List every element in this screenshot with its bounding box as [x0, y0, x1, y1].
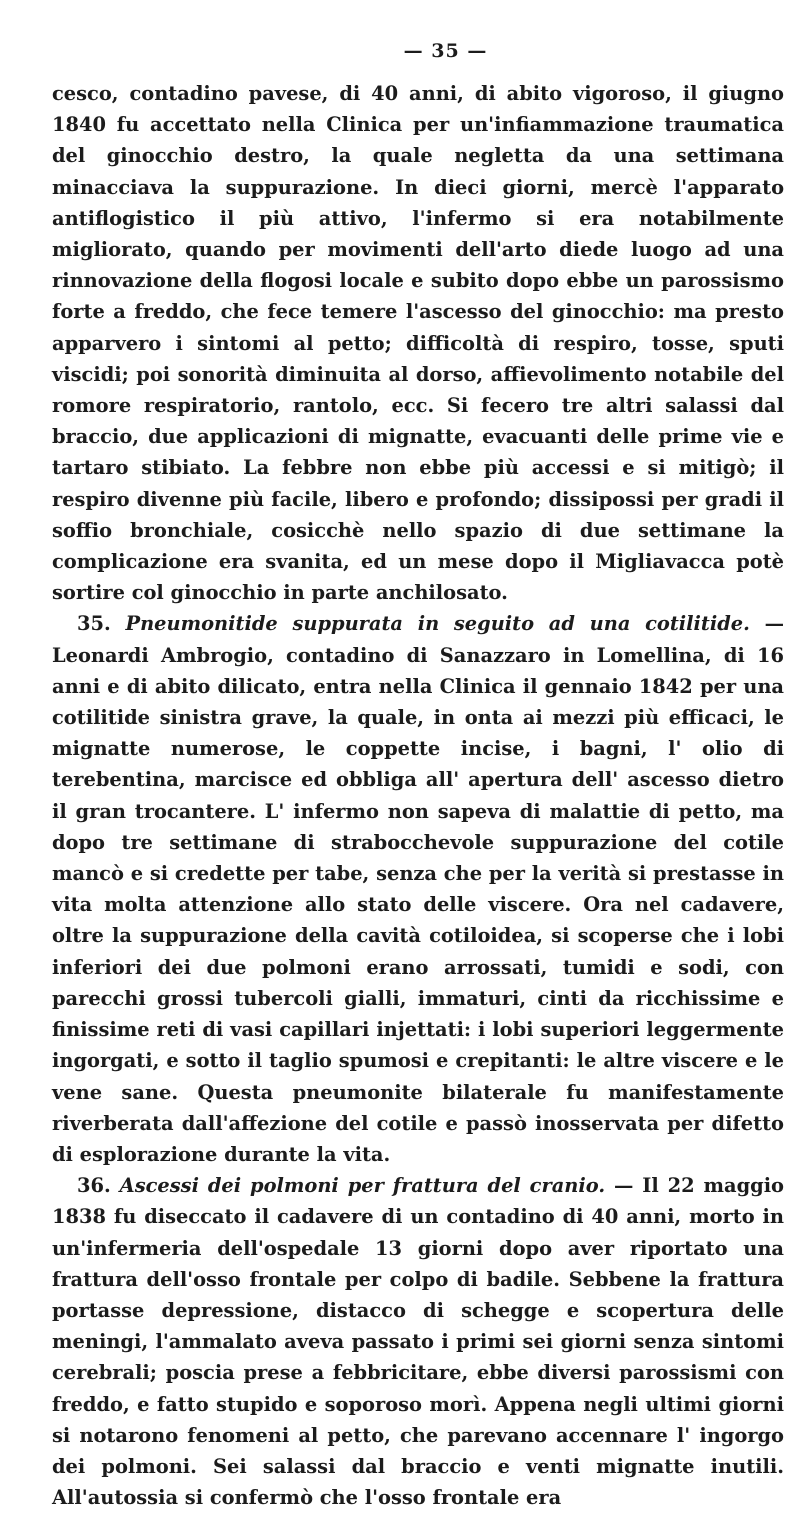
- case-number: 36.: [77, 1174, 111, 1198]
- paragraph-text: cesco, contadino pavese, di 40 anni, di abito vigoroso, il giugno 1840 fu accettato nella Clinica per un'infiammazione traumatica del ginocchio destro, la quale negletta da una settimana minacciava la suppurazione. In dieci giorni, mercè l'apparato antiflogistico il più attivo, l'infermo si era notabilmente migliorato, quando per movimenti dell'arto diede luogo ad una rinnovazione della flogosi locale e subito dopo ebbe un parossismo forte a freddo, che fece temere l'ascesso del ginocchio: ma presto apparvero i sintomi al petto; difficoltà di respiro, tosse, sputi viscidi; poi sonorità diminuita al dorso, affievolimento notabile del romore respiratorio, rantolo, ecc. Si fecero tre altri salassi dal braccio, due applicazioni di mignatte, evacuanti delle prime vie e tartaro stibiato. La febbre non ebbe più accessi e si mitigò; il respiro divenne più facile, libero e profondo; dissipossi per gradi il soffio bronchiale, cosicchè nello spazio di due settimane la complicazione era svanita, ed un mese dopo il Migliavacca potè sortire col ginocchio in parte anchilosato.: [52, 82, 784, 605]
- paragraph-case-36: [52, 1170, 784, 1513]
- case-title: Ascessi dei polmoni per frattura del cranio.: [119, 1174, 606, 1198]
- case-number: 35.: [77, 612, 111, 636]
- page-number: — 35 —: [403, 40, 488, 62]
- page-body: [52, 78, 784, 1513]
- paragraph-text: — Leonardi Ambrogio, contadino di Sanazzaro in Lomellina, di 16 anni e di abito dilicato, entra nella Clinica il gennaio 1842 per una cotilitide sinistra grave, la quale, in onta ai mezzi più efficaci, le mignatte numerose, le coppette incise, i bagni, l' olio di terebentina, marcisce ed obbliga all' apertura dell' ascesso dietro il gran trocantere. L' infermo non sapeva di malattie di petto, ma dopo tre settimane di strabocchevole suppurazione del cotile mancò e si credette per tabe, senza che per la verità si prestasse in vita molta attenzione allo stato delle viscere. Ora nel cadavere, oltre la suppurazione della cavità cotiloidea, si scoperse che i lobi inferiori dei due polmoni erano arrossati, tumidi e sodi, con parecchi grossi tubercoli gialli, immaturi, cinti da ricchissime e finissime reti di vasi capillari injettati: i lobi superiori leggermente ingorgati, e sotto il taglio spumosi e crepitanti: le altre viscere e le vene sane. Questa pneumonite bilaterale fu manifestamente riverberata dall'affezione del cotile e passò inosservata per difetto di esplorazione durante la vita.: [52, 612, 784, 1166]
- book-page: [52, 0, 784, 1513]
- paragraph-case-34-continued: [52, 78, 784, 608]
- case-title: Pneumonitide suppurata in seguito ad una cotilitide.: [125, 612, 750, 636]
- paragraph-case-35: [52, 608, 784, 1170]
- paragraph-text: — Il 22 maggio 1838 fu diseccato il cadavere di un contadino di 40 anni, morto in un'infermeria dell'ospedale 13 giorni dopo aver riportato una frattura dell'osso frontale per colpo di badile. Sebbene la frattura portasse depressione, distacco di schegge e scopertura delle meningi, l'ammalato aveva passato i primi sei giorni senza sintomi cerebrali; poscia prese a febbricitare, ebbe diversi parossismi con freddo, e fatto stupido e soporoso morì. Appena negli ultimi giorni si notarono fenomeni al petto, che parevano accennare l' ingorgo dei polmoni. Sei salassi dal braccio e venti mignatte inutili. All'autossia si confermò che l'osso frontale era: [52, 1174, 784, 1510]
